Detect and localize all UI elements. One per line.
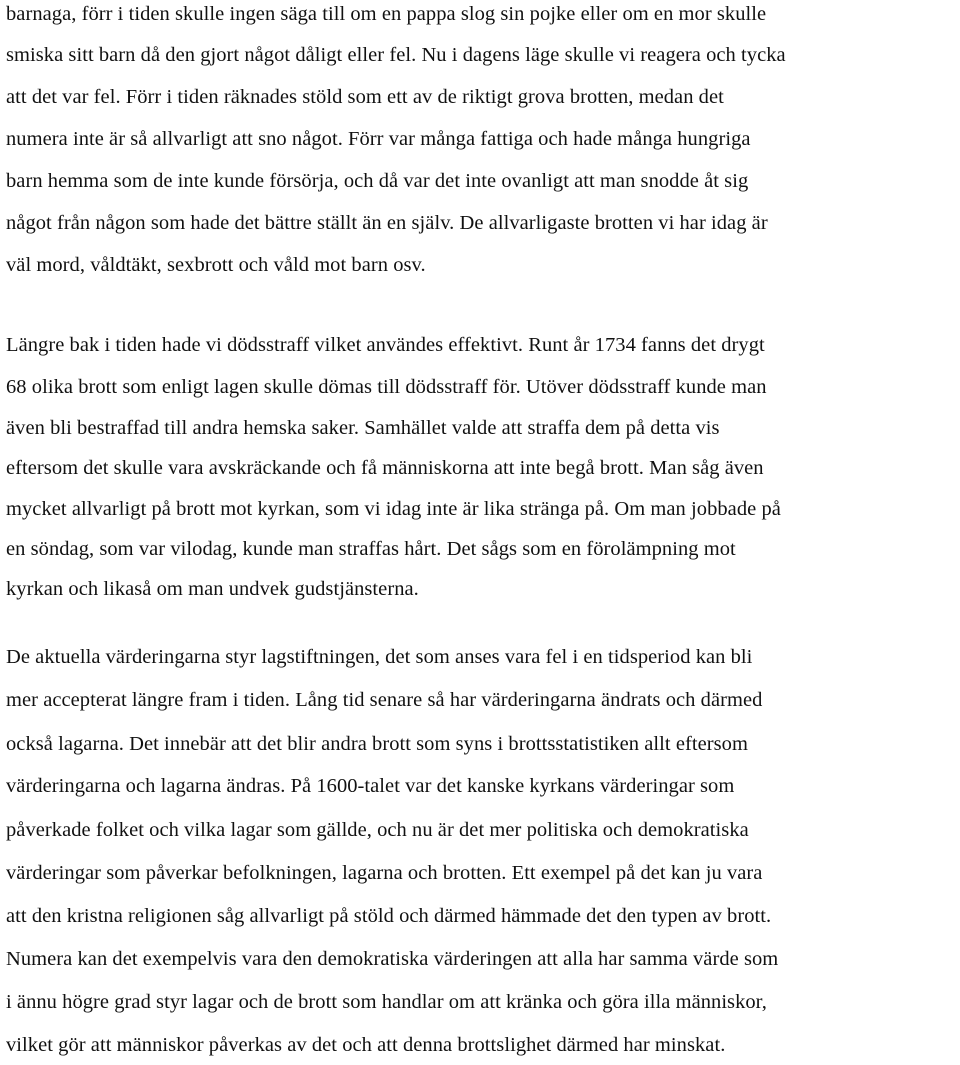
text-line: påverkade folket och vilka lagar som gällde, och nu är det mer politiska och demokratiska: [6, 819, 749, 841]
text-line: barnaga, förr i tiden skulle ingen säga till om en pappa slog sin pojke eller om en mor skulle: [6, 3, 767, 25]
text-line: numera inte är så allvarligt att sno något. Förr var många fattiga och hade många hungriga: [6, 128, 751, 150]
text-line: också lagarna. Det innebär att det blir andra brott som syns i brottsstatistiken allt eftersom: [6, 733, 748, 755]
text-line: vilket gör att människor påverkas av det och att denna brottslighet därmed har minskat.: [6, 1034, 726, 1056]
text-line: Numera kan det exempelvis vara den demokratiska värderingen att alla har samma värde som: [6, 948, 779, 970]
text-line: mycket allvarligt på brott mot kyrkan, som vi idag inte är lika stränga på. Om man jobbade på: [6, 498, 781, 520]
text-line: att det var fel. Förr i tiden räknades stöld som ett av de riktigt grova brotten, medan det: [6, 86, 724, 108]
text-line: mer accepterat längre fram i tiden. Lång tid senare så har värderingarna ändrats och därmed: [6, 689, 763, 711]
text-line: väl mord, våldtäkt, sexbrott och våld mot barn osv.: [6, 254, 426, 276]
text-line: De aktuella värderingarna styr lagstiftningen, det som anses vara fel i en tidsperiod kan bli: [6, 646, 753, 668]
text-line: en söndag, som var vilodag, kunde man straffas hårt. Det sågs som en förolämpning mot: [6, 538, 736, 560]
text-line: eftersom det skulle vara avskräckande och få människorna att inte begå brott. Man såg även: [6, 457, 764, 479]
text-line: barn hemma som de inte kunde försörja, och då var det inte ovanligt att man snodde åt sig: [6, 170, 749, 192]
text-line: även bli bestraffad till andra hemska saker. Samhället valde att straffa dem på detta vis: [6, 417, 720, 439]
text-line: värderingar som påverkar befolkningen, lagarna och brotten. Ett exempel på det kan ju vara: [6, 862, 763, 884]
text-line: att den kristna religionen såg allvarligt på stöld och därmed hämmade det den typen av brott.: [6, 905, 772, 927]
text-line: något från någon som hade det bättre ställt än en själv. De allvarligaste brotten vi har idag är: [6, 212, 768, 234]
text-line: i ännu högre grad styr lagar och de brott som handlar om att kränka och göra illa människor,: [6, 991, 767, 1013]
text-line: Längre bak i tiden hade vi dödsstraff vilket användes effektivt. Runt år 1734 fanns det drygt: [6, 334, 765, 356]
text-line: värderingarna och lagarna ändras. På 1600-talet var det kanske kyrkans värderingar som: [6, 775, 735, 797]
text-line: kyrkan och likaså om man undvek gudstjänsterna.: [6, 578, 419, 600]
text-line: 68 olika brott som enligt lagen skulle dömas till dödsstraff för. Utöver dödsstraff kunde man: [6, 376, 767, 398]
text-line: smiska sitt barn då den gjort något dåligt eller fel. Nu i dagens läge skulle vi reagera och tycka: [6, 44, 786, 66]
